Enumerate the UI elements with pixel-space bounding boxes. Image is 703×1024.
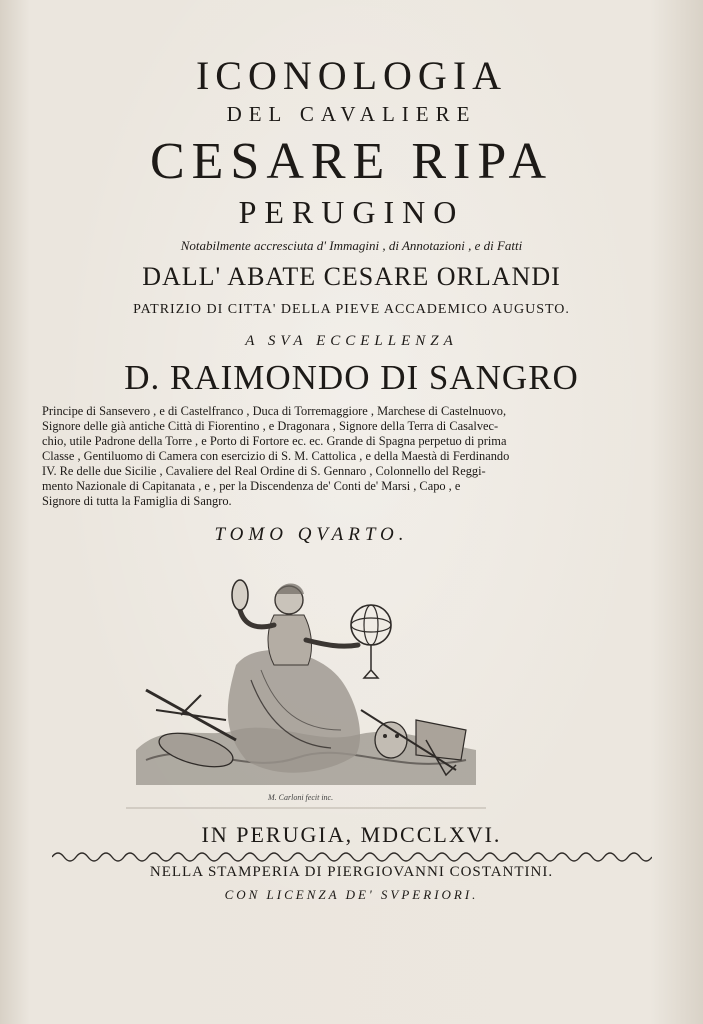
- imprint-line: IN PERUGIA, MDCCLXVI.: [201, 822, 502, 847]
- editor-name: DALL' ABATE CESARE ORLANDI: [142, 262, 561, 291]
- decorative-border: [52, 850, 652, 862]
- paragraph-line: chio, utile Padrone della Torre , e Porto di Fortore ec. ec. Grande di Spagna perpetuo di prima: [42, 434, 507, 448]
- engraver-signature: M. Carloni fecit inc.: [268, 793, 334, 802]
- edition-note: Notabilmente accresciuta d' Immagini , di Annotazioni , e di Fatti: [180, 238, 523, 253]
- allegorical-engraving: [126, 570, 486, 810]
- dedicatee-titles: [42, 404, 602, 509]
- volume-label: TOMO QVARTO.: [214, 524, 409, 545]
- paragraph-line: mento Nazionale di Capitanata , e , per la Discendenza de' Conti de' Marsi , Capo , e: [42, 479, 461, 493]
- paragraph-line: Classe , Gentiluomo di Camera con esercizio di S. M. Cattolica , e della Maestà di Ferdinando: [42, 449, 510, 463]
- book-title: ICONOLOGIA: [195, 53, 508, 98]
- author-prefix: DEL CAVALIERE: [226, 102, 477, 126]
- printer-line: NELLA STAMPERIA DI PIERGIOVANNI COSTANTINI.: [149, 864, 554, 880]
- dedication-intro: A SVA ECCELLENZA: [245, 333, 458, 349]
- paragraph-line: Signore delle già antiche Città di Fiorentino , e Dragonara , Signore della Terra di Casalvec-: [42, 419, 499, 433]
- dedicatee-name: D. RAIMONDO DI SANGRO: [124, 358, 579, 397]
- paragraph-line: IV. Re delle due Sicilie , Cavaliere del Real Ordine di S. Gennaro , Colonnello del Reggi-: [42, 464, 486, 478]
- author-origin: PERUGINO: [238, 194, 465, 230]
- license-line: CON LICENZA DE' SVPERIORI.: [224, 887, 479, 902]
- author-name: CESARE RIPA: [149, 133, 554, 190]
- paragraph-line: Principe di Sansevero , e di Castelfranco , Duca di Torremaggiore , Marchese di Castelnuovo,: [42, 404, 507, 418]
- editor-title: PATRIZIO DI CITTA' DELLA PIEVE ACCADEMICO AUGUSTO.: [133, 302, 570, 317]
- paragraph-line: Signore di tutta la Famiglia di Sangro.: [42, 494, 232, 508]
